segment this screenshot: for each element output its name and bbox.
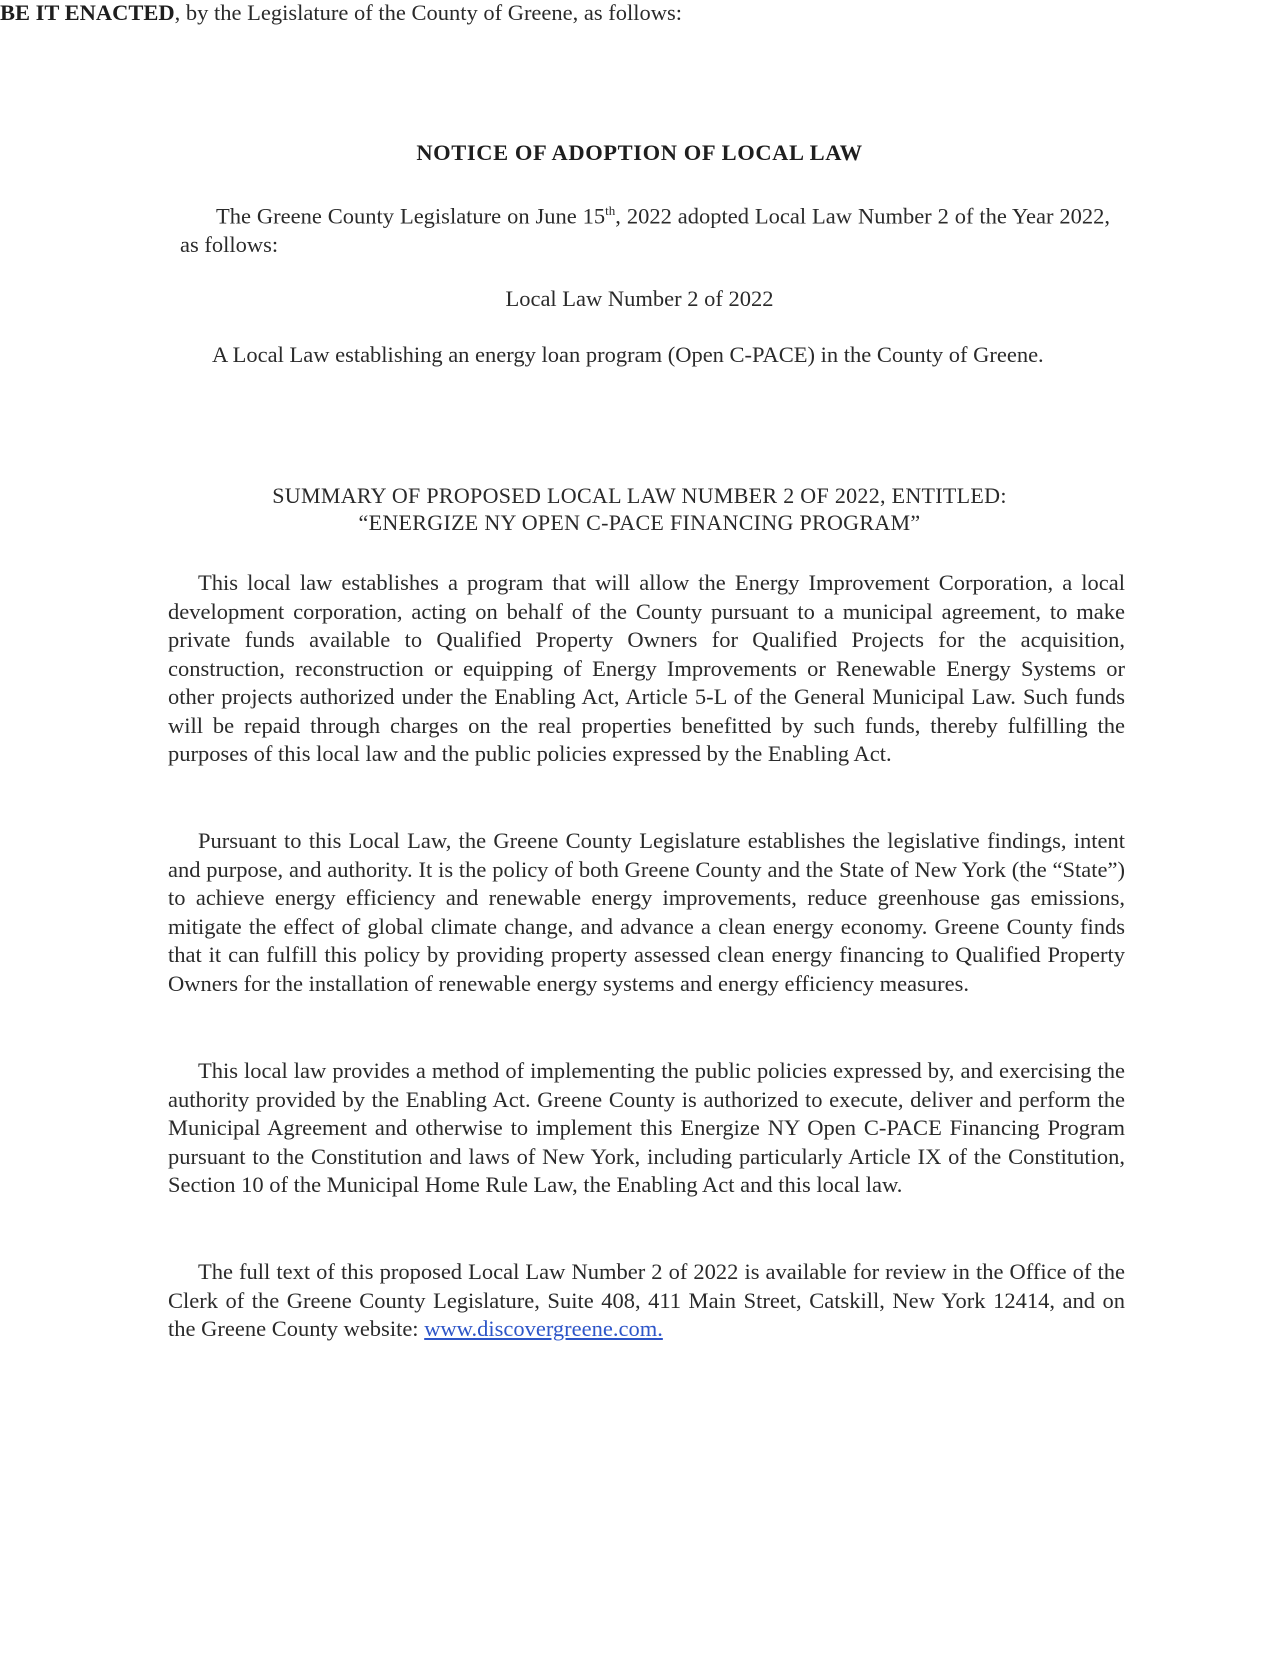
intro-text-start: The Greene County Legislature on June 15 xyxy=(216,203,606,229)
summary-heading-line-2: “ENERGIZE NY OPEN C-PACE FINANCING PROGRAM” xyxy=(358,510,921,535)
body-paragraph-3: This local law provides a method of implementing the public policies expressed by, and exercising the authority provided by the Enabling Act. Greene County is authorized to execute, deliver and perform the Municipal Agreement and otherwise to implement this Energize NY Open C-PACE Financing Program pursuant to the Constitution and laws of New York, including particularly Article IX of the Constitution, Section 10 of the Municipal Home Rule Law, the Enabling Act and this local law. xyxy=(168,1058,1125,1197)
website-link[interactable]: www.discovergreene.com. xyxy=(424,1316,663,1341)
intro-paragraph xyxy=(180,197,1110,260)
enacting-clause-text: , by the Legislature of the County of Greene, as follows: xyxy=(174,0,683,25)
closing-paragraph xyxy=(168,1258,1125,1344)
law-purpose-paragraph: A Local Law establishing an energy loan program (Open C-PACE) in the County of Greene. xyxy=(212,342,1044,367)
summary-heading xyxy=(0,482,1279,536)
summary-heading-line-1: SUMMARY OF PROPOSED LOCAL LAW NUMBER 2 OF 2022, ENTITLED: xyxy=(272,483,1007,508)
law-number-heading: Local Law Number 2 of 2022 xyxy=(505,286,774,311)
notice-title: NOTICE OF ADOPTION OF LOCAL LAW xyxy=(416,140,863,165)
enacting-clause-bold: BE IT ENACTED xyxy=(0,0,175,25)
body-paragraph-2: Pursuant to this Local Law, the Greene County Legislature establishes the legislative findings, intent and purpose, and authority. It is the policy of both Greene County and the State of New York (the “State”) to achieve energy efficiency and renewable energy improvements, reduce greenhouse gas emissions, mitigate the effect of global climate change, and advance a clean energy economy. Greene County finds that it can fulfill this policy by providing property assessed clean energy financing to Qualified Property Owners for the installation of renewable energy systems and energy efficiency measures. xyxy=(168,828,1125,996)
closing-text: The full text of this proposed Local Law Number 2 of 2022 is available for review in the Office of the Clerk of the Greene County Legislature, Suite 408, 411 Main Street, Catskill, New York 12414, and on the Greene County website: xyxy=(168,1259,1125,1341)
intro-text-end: , 2022 adopted Local Law Number 2 of the Year 2022, as follows: xyxy=(180,203,1111,257)
body-paragraph-1: This local law establishes a program that will allow the Energy Improvement Corporation, a local development corporation, acting on behalf of the County pursuant to a municipal agreement, to make private funds available to Qualified Property Owners for Qualified Projects for the acquisition, construction, reconstruction or equipping of Energy Improvements or Renewable Energy Systems or other projects authorized under the Enabling Act, Article 5-L of the General Municipal Law. Such funds will be repaid through charges on the real properties benefitted by such funds, thereby fulfilling the purposes of this local law and the public policies expressed by the Enabling Act. xyxy=(168,570,1125,766)
enacting-clause xyxy=(0,0,900,26)
date-ordinal-suffix: th xyxy=(605,203,616,218)
